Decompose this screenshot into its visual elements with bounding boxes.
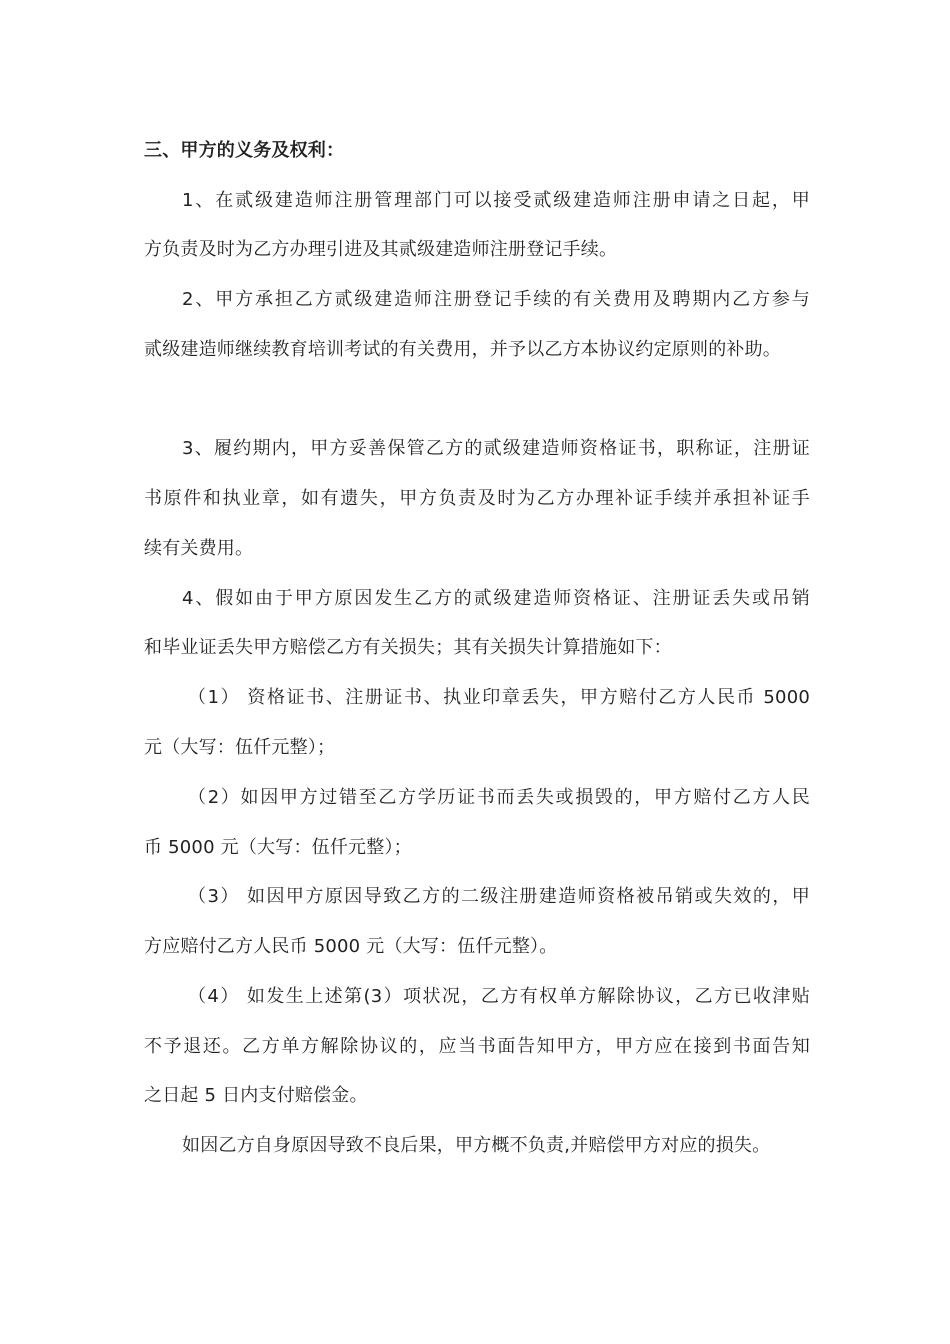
item-4-line-1: （4） 如发生上述第(3）项状况，乙方有权单方解除协议，乙方已收津贴 bbox=[188, 986, 810, 1007]
closing-paragraph: 如因乙方自身原因导致不良后果，甲方概不负责,并赔偿甲方对应的损失。 bbox=[182, 1135, 771, 1156]
paragraph-2-line-1: 2、甲方承担乙方贰级建造师注册登记手续的有关费用及聘期内乙方参与 bbox=[182, 289, 810, 310]
paragraph-1-line-1: 1、在贰级建造师注册管理部门可以接受贰级建造师注册申请之日起，甲 bbox=[182, 190, 810, 211]
paragraph-4-line-2: 和毕业证丢失甲方赔偿乙方有关损失；其有关损失计算措施如下： bbox=[144, 637, 672, 658]
paragraph-3-line-3: 续有关费用。 bbox=[144, 538, 254, 559]
item-1-line-2: 元（大写：伍仟元整）； bbox=[144, 737, 336, 758]
item-2-line-2: 币 5000 元（大写：伍仟元整）； bbox=[144, 837, 412, 858]
item-2-line-1: （2）如因甲方过错至乙方学历证书而丢失或损毁的，甲方赔付乙方人民 bbox=[188, 787, 810, 808]
paragraph-4-line-1: 4、假如由于甲方原因发生乙方的贰级建造师资格证、注册证丢失或吊销 bbox=[182, 588, 810, 609]
paragraph-1-line-2: 方负责及时为乙方办理引进及其贰级建造师注册登记手续。 bbox=[144, 239, 618, 260]
paragraph-3-line-1: 3、履约期内，甲方妥善保管乙方的贰级建造师资格证书，职称证，注册证 bbox=[182, 438, 810, 459]
paragraph-2-line-2: 贰级建造师继续教育培训考试的有关费用，并予以乙方本协议约定原则的补助。 bbox=[144, 339, 781, 360]
item-3-line-1: （3） 如因甲方原因导致乙方的二级注册建造师资格被吊销或失效的，甲 bbox=[188, 886, 810, 907]
item-3-line-2: 方应赔付乙方人民币 5000 元（大写：伍仟元整）。 bbox=[144, 936, 558, 957]
item-4-line-3: 之日起 5 日内支付赔偿金。 bbox=[144, 1085, 368, 1106]
section-heading: 三、甲方的义务及权利： bbox=[144, 140, 345, 161]
paragraph-3-line-2: 书原件和执业章，如有遗失，甲方负责及时为乙方办理补证手续并承担补证手 bbox=[144, 488, 810, 509]
item-4-line-2: 不予退还。乙方单方解除协议的，应当书面告知甲方，甲方应在接到书面告知 bbox=[144, 1036, 810, 1057]
item-1-line-1: （1） 资格证书、注册证书、执业印章丢失，甲方赔付乙方人民币 5000 bbox=[188, 687, 810, 708]
